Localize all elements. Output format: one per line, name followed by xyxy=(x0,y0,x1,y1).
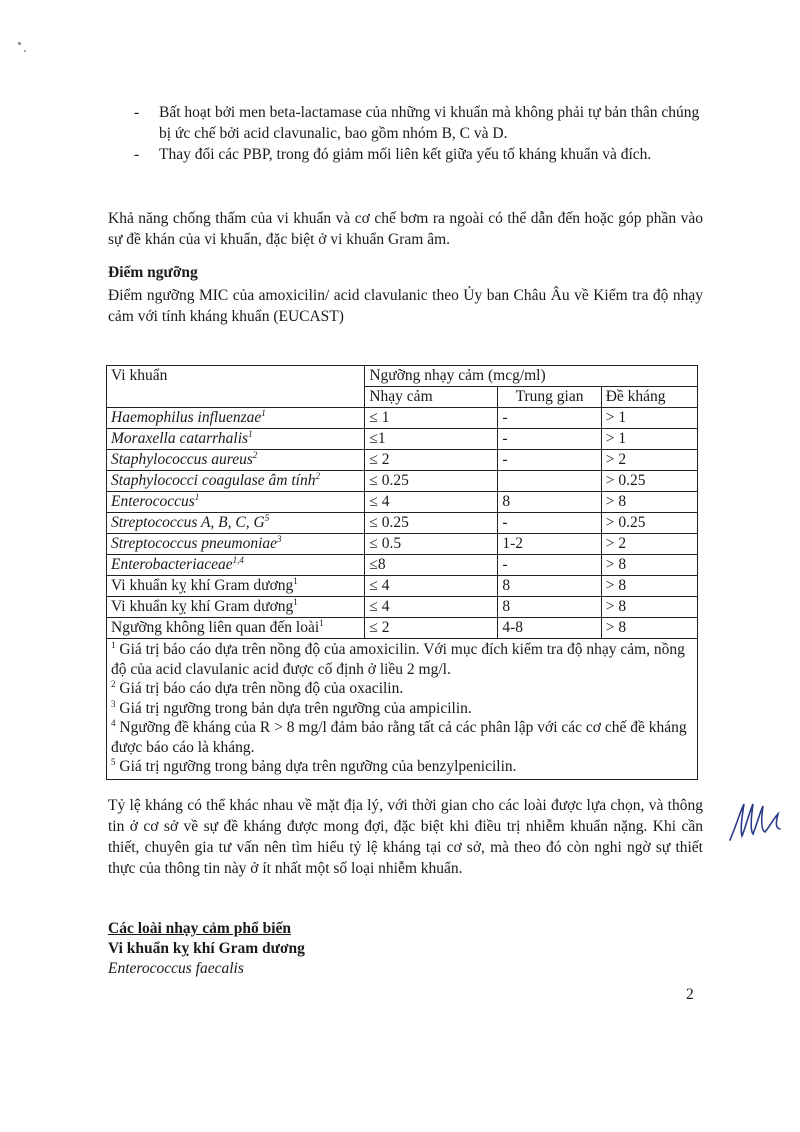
table-notes-row xyxy=(107,639,698,780)
footnote-number: 4 xyxy=(111,717,116,728)
header-group: Ngưỡng nhạy cảm (mcg/ml) xyxy=(365,366,698,387)
organism-name: Haemophilus influenzae xyxy=(111,409,262,426)
organism-name: Enterococcus xyxy=(111,493,195,510)
cell-organism xyxy=(107,471,365,492)
table-row xyxy=(107,450,698,471)
cell-organism xyxy=(107,597,365,618)
cell-susceptible: ≤ 0.25 xyxy=(365,471,498,492)
footnote xyxy=(111,757,693,777)
organism-name: Vi khuẩn kỵ khí Gram dương xyxy=(111,598,294,615)
cell-resistant: > 0.25 xyxy=(601,471,697,492)
cell-organism xyxy=(107,618,365,639)
footnote-number: 1 xyxy=(111,639,116,650)
paragraph-regional-resistance: Tỷ lệ kháng có thể khác nhau về mặt địa lý, với thời gian cho các loài được lựa chọn, và thông tin ở cơ sở về sự đề kháng được mong đợi, đặc biệt khi điều trị nhiễm khuẩn nặng. Khi cần thiết, chuyên gia tư vấn nên tìm hiểu tỷ lệ kháng tại cơ sở, mà theo đó còn nghi ngờ sự thiết thực của thông tin này ở ít nhất một số loại nhiễm khuẩn. xyxy=(108,797,703,877)
footnote xyxy=(111,699,693,719)
footnote-ref: 1,4 xyxy=(232,554,244,565)
cell-organism xyxy=(107,408,365,429)
bullet-item: - Bất hoạt bởi men beta-lactamase của những vi khuẩn mà không phải tự bản thân chúng bị ức chế bởi acid clavunalic, bao gồm nhóm B, C và D. xyxy=(134,104,700,142)
table-header-row xyxy=(107,366,698,387)
cell-resistant: > 1 xyxy=(601,429,697,450)
cell-organism xyxy=(107,555,365,576)
cell-susceptible: ≤ 0.25 xyxy=(365,513,498,534)
table-row xyxy=(107,408,698,429)
cell-resistant: > 8 xyxy=(601,492,697,513)
footnote-number: 5 xyxy=(111,756,116,767)
organism-name: Staphylococci coagulase âm tính xyxy=(111,472,316,489)
table-row xyxy=(107,555,698,576)
mic-breakpoint-table xyxy=(106,365,698,780)
cell-resistant: > 2 xyxy=(601,534,697,555)
footnote-ref: 3 xyxy=(277,533,282,544)
cell-organism xyxy=(107,534,365,555)
cell-organism xyxy=(107,492,365,513)
header-susceptible: Nhạy cảm xyxy=(365,387,498,408)
page-number: 2 xyxy=(686,986,694,1003)
cell-intermediate xyxy=(498,471,601,492)
cell-susceptible: ≤ 4 xyxy=(365,597,498,618)
breakpoint-heading: Điểm ngưỡng xyxy=(108,264,198,281)
table-row xyxy=(107,597,698,618)
bullet-text: Bất hoạt bởi men beta-lactamase của những vi khuẩn mà không phải tự bản thân chúng bị ức chế bởi acid clavunalic, bao gồm nhóm B, C và D. xyxy=(159,104,700,142)
paragraph-resistance: Khả năng chống thấm của vi khuẩn và cơ chế bơm ra ngoài có thể dẫn đến hoặc góp phần vào sự đề khán của vi khuẩn, đặc biệt ở vi khuẩn Gram âm. xyxy=(108,210,703,248)
table-row xyxy=(107,534,698,555)
cell-intermediate: - xyxy=(498,513,601,534)
organism-name: Streptococcus A, B, C, G xyxy=(111,514,265,531)
table-row xyxy=(107,471,698,492)
cell-susceptible: ≤ 4 xyxy=(365,492,498,513)
cell-susceptible: ≤ 2 xyxy=(365,618,498,639)
cell-susceptible: ≤ 2 xyxy=(365,450,498,471)
footnote-text: Giá trị báo cáo dựa trên nồng độ của oxacilin. xyxy=(119,680,404,697)
cell-susceptible: ≤ 0.5 xyxy=(365,534,498,555)
organism-name: Ngưỡng không liên quan đến loài xyxy=(111,619,320,636)
footnote-ref: 2 xyxy=(315,470,320,481)
table-row xyxy=(107,513,698,534)
table-row xyxy=(107,576,698,597)
footnote-text: Giá trị ngưỡng trong bảng dựa trên ngưỡng của benzylpenicilin. xyxy=(119,758,517,775)
cell-organism xyxy=(107,429,365,450)
organism-name: Enterobacteriaceae xyxy=(111,556,233,573)
footnote-ref: 5 xyxy=(264,512,270,523)
cell-resistant: > 8 xyxy=(601,555,697,576)
header-resistant: Đề kháng xyxy=(601,387,697,408)
footnote-ref: 1 xyxy=(293,575,298,586)
table-row xyxy=(107,492,698,513)
cell-intermediate: - xyxy=(498,429,601,450)
table-row xyxy=(107,618,698,639)
cell-resistant: > 8 xyxy=(601,618,697,639)
cell-organism xyxy=(107,450,365,471)
organism-name: Moraxella catarrhalis xyxy=(111,430,249,447)
footnote-text: Giá trị ngưỡng trong bản dựa trên ngưỡng của ampicilin. xyxy=(119,699,472,717)
cell-susceptible: ≤ 4 xyxy=(365,576,498,597)
cell-intermediate: - xyxy=(498,408,601,429)
cell-intermediate: 8 xyxy=(498,576,601,597)
cell-resistant: > 0.25 xyxy=(601,513,697,534)
cell-intermediate: 8 xyxy=(498,492,601,513)
organism-name: Streptococcus pneumoniae xyxy=(111,535,278,552)
section-title: Các loài nhạy cảm phổ biến xyxy=(108,920,292,937)
section-subtitle: Vi khuẩn kỵ khí Gram dương xyxy=(108,940,305,957)
bullet-text: Thay đổi các PBP, trong đó giảm mối liên kết giữa yếu tố kháng khuẩn và đích. xyxy=(159,146,652,163)
footnote-number: 2 xyxy=(111,678,116,689)
footnote xyxy=(111,640,693,679)
footnote-ref: 1 xyxy=(293,596,298,607)
organism-name: Staphylococcus aureus xyxy=(111,451,253,468)
header-intermediate: Trung gian xyxy=(498,387,601,408)
cell-intermediate: 8 xyxy=(498,597,601,618)
cell-intermediate: 4-8 xyxy=(498,618,601,639)
header-organism: Vi khuẩn xyxy=(107,366,365,408)
footnote-ref: 2 xyxy=(252,449,258,460)
cell-intermediate: - xyxy=(498,450,601,471)
handwritten-signature xyxy=(726,796,786,846)
cell-intermediate: - xyxy=(498,555,601,576)
section-item: Enterococcus faecalis xyxy=(108,960,244,977)
footnote-text: Giá trị báo cáo dựa trên nồng độ của amoxicilin. Với mục đích kiểm tra độ nhạy cảm, nồng độ của acid clavulanic acid được cố định ở liều 2 mg/l. xyxy=(111,641,685,678)
cell-organism xyxy=(107,513,365,534)
cell-resistant: > 8 xyxy=(601,576,697,597)
footnote-number: 3 xyxy=(111,698,116,709)
cell-resistant: > 1 xyxy=(601,408,697,429)
cell-intermediate: 1-2 xyxy=(498,534,601,555)
footnote-ref: 1 xyxy=(194,491,200,502)
footnote xyxy=(111,718,693,757)
bullet-item: - Thay đổi các PBP, trong đó giảm mối liên kết giữa yếu tố kháng khuẩn và đích. xyxy=(134,146,652,163)
cell-resistant: > 8 xyxy=(601,597,697,618)
cell-susceptible: ≤1 xyxy=(365,429,498,450)
table-footnotes xyxy=(107,639,698,780)
cell-resistant: > 2 xyxy=(601,450,697,471)
footnote xyxy=(111,679,693,699)
footnote-ref: 1 xyxy=(248,428,253,439)
footnote-text: Ngưỡng đề kháng của R > 8 mg/l đảm bảo rằng tất cả các phân lập với các cơ chế đề kháng được báo cáo là kháng. xyxy=(111,719,687,756)
cell-organism xyxy=(107,576,365,597)
scan-speck xyxy=(24,50,26,52)
table-row xyxy=(107,429,698,450)
footnote-ref: 1 xyxy=(319,617,324,628)
footnote-ref: 1 xyxy=(261,407,266,418)
organism-name: Vi khuẩn kỵ khí Gram dương xyxy=(111,577,294,594)
paragraph-eucast: Điểm ngưỡng MIC của amoxicilin/ acid clavulanic theo Ủy ban Châu Âu về Kiểm tra độ nhạy cảm với tính kháng khuẩn (EUCAST) xyxy=(108,287,703,325)
bullet-list xyxy=(134,102,714,165)
cell-susceptible: ≤ 1 xyxy=(365,408,498,429)
cell-susceptible: ≤8 xyxy=(365,555,498,576)
scan-speck xyxy=(18,42,21,45)
